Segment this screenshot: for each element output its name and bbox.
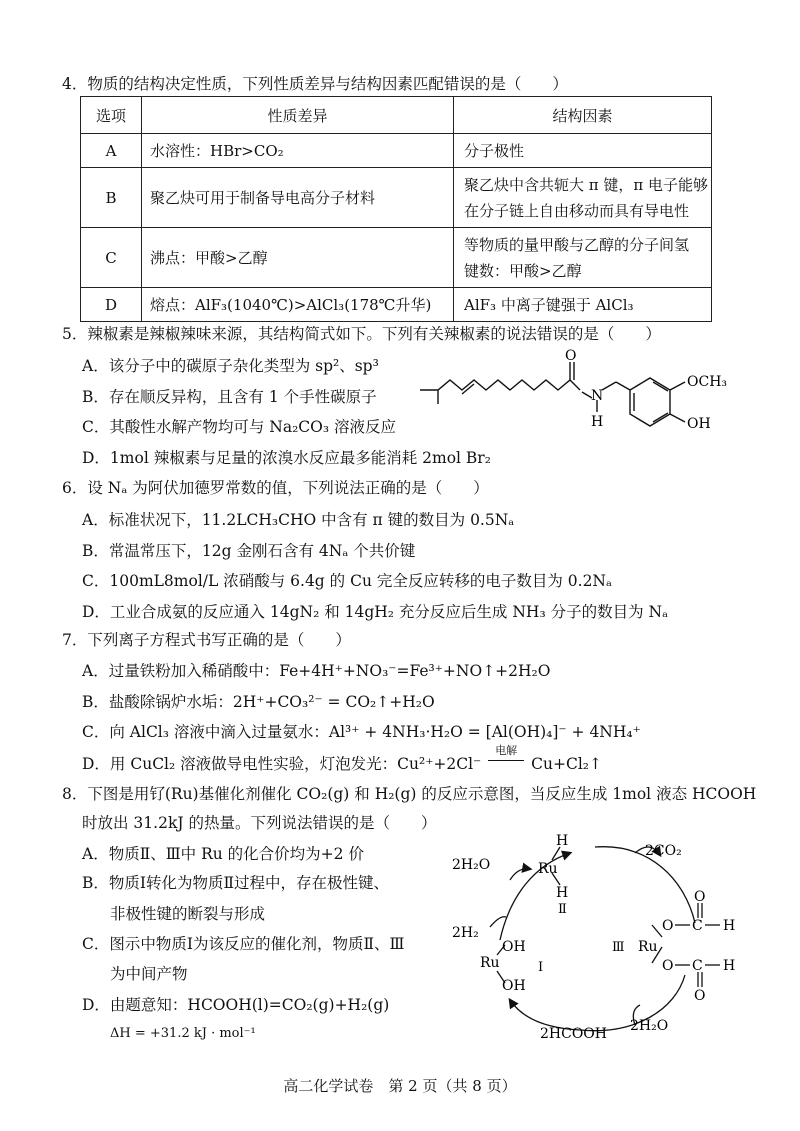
cause-line: 等物质的量甲酸与乙醇的分子间氢 xyxy=(464,235,690,254)
row-property: 聚乙炔可用于制备导电高分子材料 xyxy=(142,168,454,228)
q5-option-b: B．存在顺反异构，且含有 1 个手性碳原子 xyxy=(82,388,377,406)
o-double-label: O xyxy=(694,988,706,1004)
struct-n-label: N xyxy=(591,388,604,404)
q8-stem-line2: 时放出 31.2kJ 的热量。下列说法错误的是（ ） xyxy=(82,814,437,832)
o-label: O xyxy=(662,918,674,934)
row-property: 水溶性：HBr>CO₂ xyxy=(142,134,454,168)
electrolysis-arrow xyxy=(486,744,526,770)
row-option: C xyxy=(81,228,142,288)
struct-oh-label: OH xyxy=(687,416,711,432)
q4-table xyxy=(80,96,712,322)
q8-option-a: A．物质Ⅱ、Ⅲ中 Ru 的化合价均为+2 价 xyxy=(82,845,364,863)
q8-option-c-line2: 为中间产物 xyxy=(110,965,188,983)
q7-d-text: D．用 CuCl₂ 溶液做导电性实验，灯泡发光：Cu²⁺+2Cl⁻ xyxy=(82,755,482,773)
c-label: C xyxy=(692,958,703,974)
cause-line: 分子极性 xyxy=(464,141,525,160)
q5-option-a: A．该分子中的碳原子杂化类型为 sp²、sp³ xyxy=(82,357,379,375)
arrow-line xyxy=(488,760,524,761)
species-iii-label: Ⅲ xyxy=(612,940,625,955)
ru-i-oh1-label: OH xyxy=(502,939,526,955)
catalytic-cycle-diagram xyxy=(440,825,780,1050)
h2o-out-label: 2H₂O xyxy=(452,857,491,873)
h2-in-label: 2H₂ xyxy=(452,925,479,941)
row-cause xyxy=(454,168,712,228)
q7-stem: 7．下列离子方程式书写正确的是（ ） xyxy=(62,631,351,649)
struct-h-label: H xyxy=(591,414,604,430)
h-label: H xyxy=(723,958,736,974)
q6-option-a: A．标准状况下，11.2LCH₃CHO 中含有 π 键的数目为 0.5Nₐ xyxy=(82,511,515,529)
struct-o-label: O xyxy=(565,348,577,364)
header-cause: 结构因素 xyxy=(454,97,712,134)
q8-option-b-line2: 非极性键的断裂与形成 xyxy=(110,905,266,923)
q5-stem: 5．辣椒素是辣椒辣味来源，其结构简式如下。下列有关辣椒素的说法错误的是（ ） xyxy=(62,325,661,343)
species-ii-label: Ⅱ xyxy=(558,902,567,917)
q6-stem: 6．设 Nₐ 为阿伏加德罗常数的值，下列说法正确的是（ ） xyxy=(62,479,489,497)
row-cause xyxy=(454,228,712,288)
species-i-label: I xyxy=(538,960,544,975)
q6-option-b: B．常温常压下，12g 金刚石含有 4Nₐ 个共价键 xyxy=(82,542,416,560)
q7-option-b: B．盐酸除锅炉水垢：2H⁺+CO₃²⁻ = CO₂↑+H₂O xyxy=(82,693,435,711)
o-label: O xyxy=(662,958,674,974)
cause-line: AlF₃ 中离子键强于 AlCl₃ xyxy=(464,295,634,314)
table-row xyxy=(81,228,712,288)
table-header-row xyxy=(81,97,712,134)
co2-in-label: 2CO₂ xyxy=(645,843,682,859)
row-property: 沸点：甲酸>乙醇 xyxy=(142,228,454,288)
ru-i-label: Ru xyxy=(480,955,500,971)
struct-och3-label: OCH₃ xyxy=(687,374,728,390)
o-double-label: O xyxy=(694,889,706,905)
q7-d-products: Cu+Cl₂↑ xyxy=(531,755,602,773)
row-property: 熔点：AlF₃(1040℃)>AlCl₃(178℃升华) xyxy=(142,288,454,322)
q6-option-d: D．工业合成氨的反应通入 14gN₂ 和 14gH₂ 充分反应后生成 NH₃ 分子的数目为 Nₐ xyxy=(82,603,669,621)
electrolysis-label: 电解 xyxy=(495,744,518,757)
row-cause xyxy=(454,288,712,322)
q5-option-d: D．1mol 辣椒素与足量的浓溴水反应最多能消耗 2mol Br₂ xyxy=(82,449,491,467)
table-row xyxy=(81,288,712,322)
cause-line: 聚乙炔中含共轭大 π 键，π 电子能够 xyxy=(464,175,709,194)
cause-line: 键数：甲酸>乙醇 xyxy=(464,261,582,280)
hcooh-out-label: 2HCOOH xyxy=(540,1026,607,1042)
table-row xyxy=(81,168,712,228)
ru-ii-h1-label: H xyxy=(556,833,569,849)
page-footer: 高二化学试卷 第 2 页（共 8 页） xyxy=(283,1077,517,1095)
ru-ii-h2-label: H xyxy=(556,885,569,901)
c-label: C xyxy=(692,918,703,934)
q8-option-c-line1: C．图示中物质Ⅰ为该反应的催化剂，物质Ⅱ、Ⅲ xyxy=(82,935,405,953)
q5-option-c: C．其酸性水解产物均可与 Na₂CO₃ 溶液反应 xyxy=(82,418,397,436)
header-property: 性质差异 xyxy=(142,97,454,134)
ru-iii-label: Ru xyxy=(638,939,658,955)
row-cause xyxy=(454,134,712,168)
row-option: B xyxy=(81,168,142,228)
q7-option-d xyxy=(82,744,602,774)
ru-ii-label: Ru xyxy=(538,861,558,877)
q7-option-c: C．向 AlCl₃ 溶液中滴入过量氨水：Al³⁺ + 4NH₃·H₂O = [Al(OH)₄]⁻ + 4NH₄⁺ xyxy=(82,723,641,741)
q8-option-d-line1: D．由题意知：HCOOH(l)=CO₂(g)+H₂(g) xyxy=(82,996,390,1014)
q8-option-b-line1: B．物质Ⅰ转化为物质Ⅱ过程中，存在极性键、 xyxy=(82,874,390,892)
q6-option-c: C．100mL8mol/L 浓硝酸与 6.4g 的 Cu 完全反应转移的电子数目为 0.2Nₐ xyxy=(82,572,612,590)
ru-i-oh2-label: OH xyxy=(502,978,526,994)
q4-stem: 4．物质的结构决定性质，下列性质差异与结构因素匹配错误的是（ ） xyxy=(62,75,568,93)
q8-option-d-line2: ΔH = +31.2 kJ · mol⁻¹ xyxy=(110,1026,256,1041)
q7-option-a: A．过量铁粉加入稀硝酸中：Fe+4H⁺+NO₃⁻=Fe³⁺+NO↑+2H₂O xyxy=(82,662,551,680)
q8-stem-line1: 8．下图是用钌(Ru)基催化剂催化 CO₂(g) 和 H₂(g) 的反应示意图，当反应生成 1mol 液态 HCOOH xyxy=(62,785,757,803)
row-option: D xyxy=(81,288,142,322)
table-row xyxy=(81,134,712,168)
capsaicin-structure xyxy=(410,342,750,442)
row-option: A xyxy=(81,134,142,168)
h-label: H xyxy=(723,918,736,934)
h2o-in-label: 2H₂O xyxy=(630,1018,669,1034)
header-option: 选项 xyxy=(81,97,142,134)
cause-line: 在分子链上自由移动而具有导电性 xyxy=(464,201,690,220)
